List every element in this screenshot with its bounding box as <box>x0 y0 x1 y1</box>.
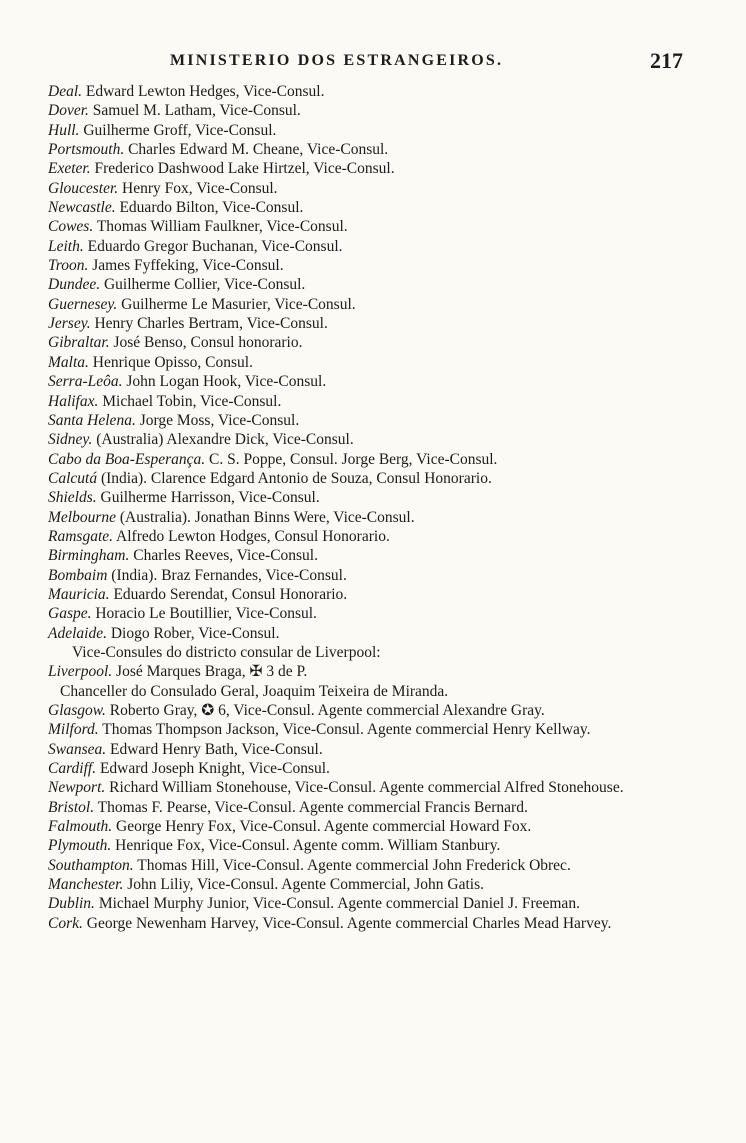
place-name: Troon. <box>48 257 89 275</box>
entry-text: Edward Henry Bath, Vice-Consul. <box>106 740 323 758</box>
place-name: Sidney. <box>48 431 93 449</box>
list-item <box>48 720 704 739</box>
list-item <box>48 101 746 120</box>
list-item <box>48 411 746 430</box>
place-name: Halifax. <box>48 392 99 410</box>
list-item <box>48 894 704 913</box>
place-name: Swansea. <box>48 740 107 758</box>
place-name: Exeter. <box>48 160 91 178</box>
entry-text: Edward Joseph Knight, Vice-Consul. <box>96 760 330 778</box>
place-name: Cork. <box>48 914 83 932</box>
entry-text: (India). Braz Fernandes, Vice-Consul. <box>107 566 347 584</box>
place-name: Cabo da Boa-Esperança. <box>48 450 206 468</box>
list-item <box>48 295 746 314</box>
list-item <box>48 836 746 855</box>
list-item <box>48 372 746 391</box>
place-name: Santa Helena. <box>48 411 136 429</box>
place-name: Malta. <box>48 353 89 371</box>
list-item <box>48 624 746 643</box>
place-name: Cardiff. <box>48 760 97 778</box>
place-name: Bombaim <box>48 566 108 584</box>
entry-text: Henry Charles Bertram, Vice-Consul. <box>90 315 328 333</box>
list-item <box>48 759 746 778</box>
list-item <box>48 875 746 894</box>
page-number: 217 <box>650 48 683 73</box>
entry-text: George Henry Fox, Vice-Consul. Agente commercial Howard Fox. <box>112 818 532 836</box>
list-item <box>48 314 746 333</box>
place-name: Gaspe. <box>48 605 92 623</box>
list-item <box>48 566 746 585</box>
list-item <box>48 159 746 178</box>
list-item <box>48 604 746 623</box>
entry-text: John Liliy, Vice-Consul. Agente Commercial, John Gatis. <box>123 876 485 894</box>
entry-text: José Benso, Consul honorario. <box>109 334 303 352</box>
entry-text: Eduardo Gregor Buchanan, Vice-Consul. <box>83 237 343 255</box>
entry-text: Frederico Dashwood Lake Hirtzel, Vice-Consul. <box>90 160 395 178</box>
entry-text: Charles Reeves, Vice-Consul. <box>129 547 318 565</box>
place-name: Newport. <box>48 779 106 797</box>
list-item <box>48 237 746 256</box>
place-name: Milford. <box>48 721 99 739</box>
place-name: Plymouth. <box>48 837 112 855</box>
entry-text: Thomas Thompson Jackson, Vice-Consul. Agente commercial Henry Kellway. <box>98 721 591 739</box>
liverpool-subheading: Vice-Consules do districto consular de Liverpool: <box>72 643 381 661</box>
entry-text: José Marques Braga, ✠ 3 de P. <box>112 663 308 681</box>
place-name: Cowes. <box>48 218 94 236</box>
place-name: Newcastle. <box>48 199 116 217</box>
entry-text: Roberto Gray, ✪ 6, Vice-Consul. Agente commercial Alexandre Gray. <box>105 702 545 719</box>
entry-text: Alfredo Lewton Hodges, Consul Honorario. <box>113 527 390 545</box>
list-item <box>48 856 704 875</box>
consul-list <box>0 82 746 933</box>
place-name: Mauricia. <box>48 585 110 603</box>
entry-text: Thomas William Faulkner, Vice-Consul. <box>93 218 348 236</box>
list-item <box>48 430 746 449</box>
entry-text: Thomas Hill, Vice-Consul. Agente commercial John Frederick Obrec. <box>133 856 571 874</box>
list-item <box>48 778 704 797</box>
list-item <box>48 82 746 101</box>
entry-text: Eduardo Bilton, Vice-Consul. <box>115 199 304 217</box>
list-item <box>48 275 746 294</box>
entry-text: Eduardo Serendat, Consul Honorario. <box>109 585 348 603</box>
entry-text: Thomas F. Pearse, Vice-Consul. Agente commercial Francis Bernard. <box>94 798 528 816</box>
place-name: Gloucester. <box>48 179 119 197</box>
chanceller-line: Chanceller do Consulado Geral, Joaquim Teixeira de Miranda. <box>60 682 449 700</box>
list-item <box>48 450 746 469</box>
list-item <box>48 488 746 507</box>
list-item <box>48 469 746 488</box>
place-name: Melbourne <box>48 508 117 526</box>
entry-text: John Logan Hook, Vice-Consul. <box>122 373 327 391</box>
place-name: Bristol. <box>48 798 95 816</box>
list-item <box>48 217 746 236</box>
page-header <box>0 48 746 78</box>
entry-text: Henrique Fox, Vice-Consul. Agente comm. William Stanbury. <box>111 837 501 855</box>
list-item <box>48 701 704 720</box>
list-item <box>48 333 746 352</box>
place-name: Portsmouth. <box>48 141 125 159</box>
place-name: Manchester. <box>48 876 124 894</box>
list-item <box>48 546 746 565</box>
list-item <box>48 508 746 527</box>
place-name: Glasgow. <box>48 702 106 719</box>
entry-text: Guilherme Le Masurier, Vice-Consul. <box>117 295 356 313</box>
entry-text: (India). Clarence Edgard Antonio de Souza, Consul Honorario. <box>97 469 492 487</box>
place-name: Calcutá <box>48 469 98 487</box>
entry-text: Diogo Rober, Vice-Consul. <box>106 624 280 642</box>
place-name: Ramsgate. <box>48 527 114 545</box>
list-item <box>48 585 746 604</box>
list-item <box>48 256 746 275</box>
place-name: Serra-Leôa. <box>48 373 123 391</box>
list-item <box>48 140 746 159</box>
list-item <box>48 179 746 198</box>
entry-text: Guilherme Groff, Vice-Consul. <box>79 121 277 139</box>
entry-text: Samuel M. Latham, Vice-Consul. <box>88 102 301 120</box>
place-name: Leith. <box>48 237 84 255</box>
entry-text: Charles Edward M. Cheane, Vice-Consul. <box>124 141 389 159</box>
list-item <box>48 353 746 372</box>
entry-text: (Australia). Jonathan Binns Were, Vice-Consul. <box>116 508 415 526</box>
place-name: Gibraltar. <box>48 334 110 352</box>
entry-text: Edward Lewton Hedges, Vice-Consul. <box>82 83 325 100</box>
list-item <box>48 740 746 759</box>
running-head: MINISTERIO DOS ESTRANGEIROS. <box>170 52 504 69</box>
entry-text: Jorge Moss, Vice-Consul. <box>135 411 300 429</box>
entry-text: Michael Tobin, Vice-Consul. <box>98 392 282 410</box>
list-item <box>48 121 746 140</box>
entry-text: Horacio Le Boutillier, Vice-Consul. <box>91 605 317 623</box>
entry-text: C. S. Poppe, Consul. Jorge Berg, Vice-Consul. <box>205 450 498 468</box>
list-item <box>48 798 746 817</box>
place-name: Birmingham. <box>48 547 130 565</box>
entry-text: Guilherme Harrisson, Vice-Consul. <box>96 489 320 507</box>
place-name: Hull. <box>48 121 80 139</box>
entry-text: George Newenham Harvey, Vice-Consul. Agente commercial Charles Mead Harvey. <box>82 914 612 932</box>
list-item <box>48 198 746 217</box>
entry-text: Henry Fox, Vice-Consul. <box>118 179 278 197</box>
place-name: Dover. <box>48 102 89 120</box>
list-item <box>48 527 746 546</box>
entry-text: (Australia) Alexandre Dick, Vice-Consul. <box>92 431 354 449</box>
entry-text: Richard William Stonehouse, Vice-Consul. Agente commercial Alfred Stonehouse. <box>105 779 624 797</box>
list-item <box>48 817 746 836</box>
place-name: Deal. <box>48 83 83 100</box>
list-item <box>48 662 746 681</box>
place-name: Dundee. <box>48 276 101 294</box>
entry-text: Michael Murphy Junior, Vice-Consul. Agente commercial Daniel J. Freeman. <box>94 895 580 913</box>
place-name: Falmouth. <box>48 818 113 836</box>
entry-text: Henrique Opisso, Consul. <box>88 353 253 371</box>
list-item <box>48 392 746 411</box>
place-name: Liverpool. <box>48 663 113 681</box>
place-name: Adelaide. <box>48 624 107 642</box>
place-name: Guernesey. <box>48 295 118 313</box>
place-name: Shields. <box>48 489 97 507</box>
list-item <box>48 914 704 933</box>
place-name: Dublin. <box>48 895 95 913</box>
place-name: Southampton. <box>48 856 134 874</box>
entry-text: Guilherme Collier, Vice-Consul. <box>100 276 306 294</box>
place-name: Jersey. <box>48 315 91 333</box>
entry-text: James Fyffeking, Vice-Consul. <box>88 257 284 275</box>
